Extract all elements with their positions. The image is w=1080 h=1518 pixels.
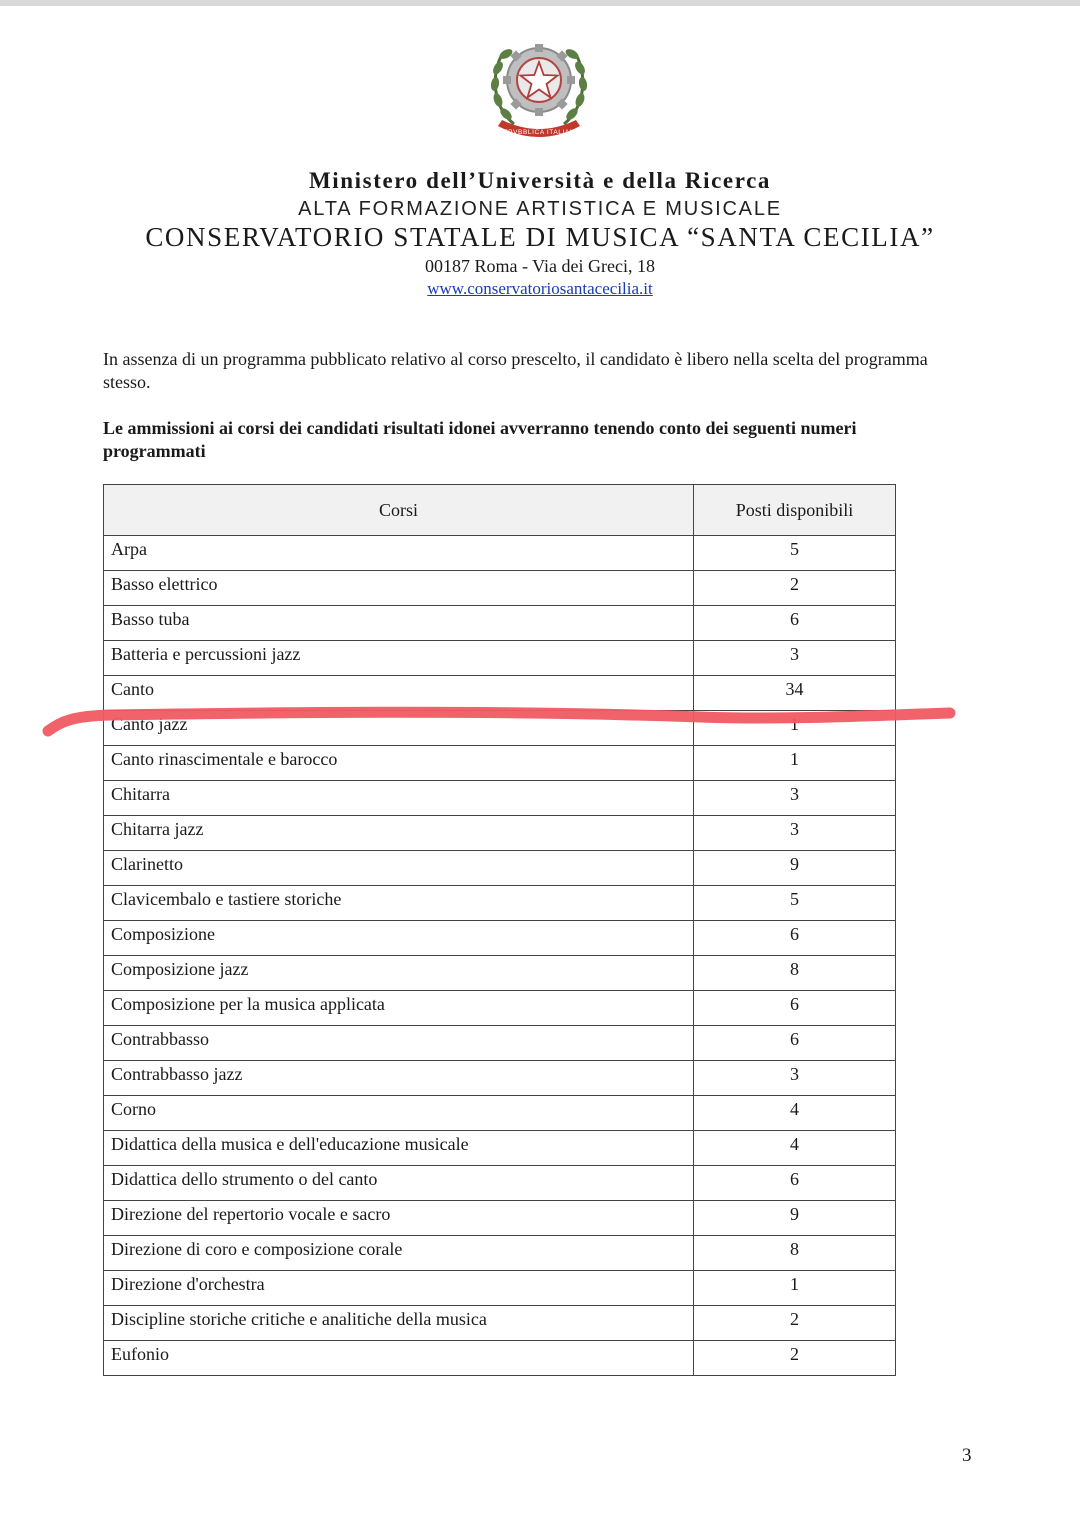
seats-cell: 1 [694, 746, 896, 781]
column-header-seats: Posti disponibili [694, 485, 896, 536]
seats-cell: 3 [694, 641, 896, 676]
course-name-cell: Arpa [104, 536, 694, 571]
seats-cell: 2 [694, 1306, 896, 1341]
seats-cell: 3 [694, 781, 896, 816]
course-name-cell: Didattica della musica e dell'educazione musicale [104, 1131, 694, 1166]
course-name-cell: Didattica dello strumento o del canto [104, 1166, 694, 1201]
website-link[interactable]: www.conservatoriosantacecilia.it [427, 279, 653, 298]
table-row [104, 816, 896, 851]
seats-cell: 9 [694, 1201, 896, 1236]
course-name-cell: Composizione [104, 921, 694, 956]
course-name-cell: Chitarra [104, 781, 694, 816]
table-row [104, 1306, 896, 1341]
page-top-edge [0, 0, 1080, 6]
courses-table [103, 484, 896, 1376]
seats-cell: 1 [694, 1271, 896, 1306]
course-name-cell: Composizione jazz [104, 956, 694, 991]
course-name-cell: Direzione del repertorio vocale e sacro [104, 1201, 694, 1236]
seats-cell: 1 [694, 711, 896, 746]
seats-cell: 6 [694, 991, 896, 1026]
course-name-cell: Direzione d'orchestra [104, 1271, 694, 1306]
table-row [104, 921, 896, 956]
table-row [104, 1096, 896, 1131]
course-name-cell: Composizione per la musica applicata [104, 991, 694, 1026]
table-row [104, 851, 896, 886]
course-name-cell: Batteria e percussioni jazz [104, 641, 694, 676]
table-row [104, 536, 896, 571]
seats-cell: 8 [694, 1236, 896, 1271]
table-row [104, 886, 896, 921]
course-name-cell: Canto [104, 676, 694, 711]
table-row [104, 1201, 896, 1236]
course-name-cell: Direzione di coro e composizione corale [104, 1236, 694, 1271]
seats-cell: 4 [694, 1131, 896, 1166]
seats-cell: 34 [694, 676, 896, 711]
table-row [104, 746, 896, 781]
table-row [104, 711, 896, 746]
admissions-paragraph: Le ammissioni ai corsi dei candidati risultati idonei avverranno tenendo conto dei seguenti numeri programmati [103, 418, 857, 461]
seats-cell: 6 [694, 1026, 896, 1061]
seats-cell: 5 [694, 886, 896, 921]
seats-cell: 6 [694, 1166, 896, 1201]
table-row [104, 606, 896, 641]
table-row [104, 1166, 896, 1201]
address: 00187 Roma - Via dei Greci, 18 [424, 256, 656, 276]
seats-cell: 9 [694, 851, 896, 886]
conservatory-title: CONSERVATORIO STATALE DI MUSICA “SANTA CECILIA” [145, 222, 935, 252]
course-name-cell: Eufonio [104, 1341, 694, 1376]
course-name-cell: Contrabbasso [104, 1026, 694, 1061]
seats-cell: 6 [694, 921, 896, 956]
table-row [104, 676, 896, 711]
course-name-cell: Clavicembalo e tastiere storiche [104, 886, 694, 921]
course-name-cell: Basso tuba [104, 606, 694, 641]
table-row [104, 641, 896, 676]
course-name-cell: Corno [104, 1096, 694, 1131]
ministry-title: Ministero dell’Università e della Ricerca [308, 168, 772, 193]
course-name-cell: Contrabbasso jazz [104, 1061, 694, 1096]
course-name-cell: Discipline storiche critiche e analitiche della musica [104, 1306, 694, 1341]
course-name-cell: Clarinetto [104, 851, 694, 886]
intro-paragraph: In assenza di un programma pubblicato relativo al corso prescelto, il candidato è libero nella scelta del programma stesso. [103, 349, 928, 392]
table-row [104, 1061, 896, 1096]
afam-subtitle: ALTA FORMAZIONE ARTISTICA E MUSICALE [298, 198, 782, 220]
table-row [104, 1271, 896, 1306]
table-row [104, 781, 896, 816]
seats-cell: 4 [694, 1096, 896, 1131]
seats-cell: 2 [694, 571, 896, 606]
seats-cell: 3 [694, 816, 896, 851]
seats-cell: 2 [694, 1341, 896, 1376]
table-row [104, 1341, 896, 1376]
table-row [104, 1026, 896, 1061]
seats-cell: 3 [694, 1061, 896, 1096]
page-number: 3 [962, 1445, 972, 1466]
seats-cell: 8 [694, 956, 896, 991]
table-header-row [104, 485, 896, 536]
seats-cell: 6 [694, 606, 896, 641]
course-name-cell: Canto rinascimentale e barocco [104, 746, 694, 781]
republic-emblem-icon [484, 28, 594, 144]
table-row [104, 571, 896, 606]
course-name-cell: Chitarra jazz [104, 816, 694, 851]
svg-text:REPVBBLICA ITALIANA: REPVBBLICA ITALIANA [497, 129, 581, 136]
table-row [104, 991, 896, 1026]
course-name-cell: Canto jazz [104, 711, 694, 746]
seats-cell: 5 [694, 536, 896, 571]
table-row [104, 1236, 896, 1271]
table-row [104, 956, 896, 991]
course-name-cell: Basso elettrico [104, 571, 694, 606]
table-row [104, 1131, 896, 1166]
column-header-courses: Corsi [104, 485, 694, 536]
